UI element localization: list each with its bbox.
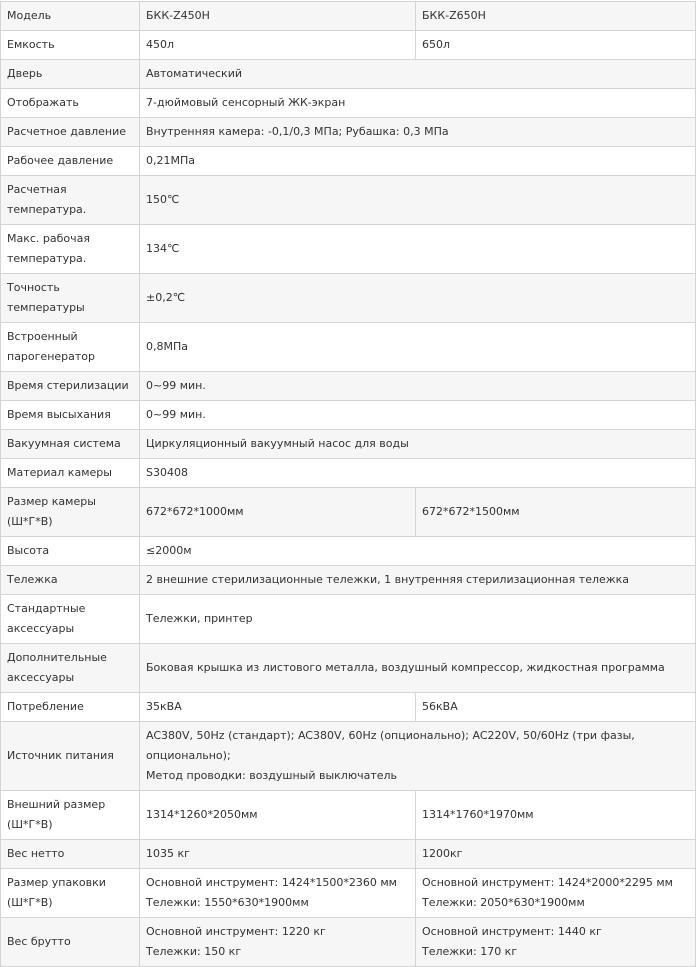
value-cell: 0,21МПа [140,147,696,176]
value-cell: 0~99 мин. [140,401,696,430]
row-label: Встроенный парогенератор [1,323,140,372]
row-label: Макс. рабочая температура. [1,225,140,274]
table-row [1,869,696,918]
value-cell: Автоматический [140,60,696,89]
table-row [1,323,696,372]
row-label: Тележка [1,566,140,595]
table-row [1,372,696,401]
spec-table [0,1,696,967]
table-row [1,459,696,488]
value-cell [140,918,416,967]
value-cell: 56кВА [416,693,696,722]
table-row [1,918,696,967]
value-cell: 2 внешние стерилизационные тележки, 1 внутренняя стерилизационная тележка [140,566,696,595]
table-row [1,693,696,722]
row-label: Вес нетто [1,840,140,869]
value-line: Основной инструмент: 1220 кг [146,925,326,938]
value-cell: 1314*1260*2050мм [140,791,416,840]
row-label: Высота [1,537,140,566]
value-cell: 450л [140,31,416,60]
value-cell: 0~99 мин. [140,372,696,401]
row-label: Расчетная температура. [1,176,140,225]
row-label: Размер упаковки (Ш*Г*В) [1,869,140,918]
value-line: Метод проводки: воздушный выключатель [146,769,398,782]
table-row [1,488,696,537]
value-cell: 150℃ [140,176,696,225]
row-label: Источник питания [1,722,140,791]
table-row [1,722,696,791]
row-label: Материал камеры [1,459,140,488]
table-row [1,644,696,693]
value-line: Основной инструмент: 1440 кг [422,925,602,938]
table-row [1,118,696,147]
row-label: Емкость [1,31,140,60]
value-line: Основной инструмент: 1424*1500*2360 мм [146,876,397,889]
value-cell: БКК-Z450H [140,2,416,31]
value-cell: S30408 [140,459,696,488]
value-cell: 35кВА [140,693,416,722]
value-cell: 0,8МПа [140,323,696,372]
table-row [1,89,696,118]
row-label: Отображать [1,89,140,118]
value-cell: Боковая крышка из листового металла, воздушный компрессор, жидкостная программа [140,644,696,693]
table-row [1,401,696,430]
value-line: Тележки: 2050*630*1900мм [422,896,585,909]
row-label: Дверь [1,60,140,89]
value-line: Основной инструмент: 1424*2000*2295 мм [422,876,673,889]
table-row [1,791,696,840]
row-label: Модель [1,2,140,31]
value-cell [416,918,696,967]
row-label: Рабочее давление [1,147,140,176]
row-label: Внешний размер (Ш*Г*В) [1,791,140,840]
table-row [1,595,696,644]
table-row [1,2,696,31]
row-label: Время стерилизации [1,372,140,401]
row-label: Дополнительные аксессуары [1,644,140,693]
value-cell: Внутренняя камера: -0,1/0,3 МПа; Рубашка: 0,3 МПа [140,118,696,147]
value-cell: БКК-Z650H [416,2,696,31]
row-label: Вес брутто [1,918,140,967]
value-cell: ±0,2℃ [140,274,696,323]
value-cell [140,722,696,791]
value-cell: 650л [416,31,696,60]
table-row [1,274,696,323]
table-row [1,840,696,869]
table-row [1,566,696,595]
spec-table-body [1,2,696,967]
value-cell: ≤2000м [140,537,696,566]
table-row [1,430,696,459]
value-cell: Тележки, принтер [140,595,696,644]
row-label: Расчетное давление [1,118,140,147]
value-cell [140,869,416,918]
value-cell [416,869,696,918]
table-row [1,176,696,225]
table-row [1,31,696,60]
table-row [1,225,696,274]
value-cell: 1035 кг [140,840,416,869]
table-row [1,60,696,89]
row-label: Точность температуры [1,274,140,323]
value-line: Тележки: 150 кг [146,945,242,958]
value-line: AC380V, 50Hz (стандарт); AC380V, 60Hz (опционально); AC220V, 50/60Hz (три фазы, опционально); [146,729,635,762]
row-label: Потребление [1,693,140,722]
row-label: Размер камеры (Ш*Г*В) [1,488,140,537]
row-label: Вакуумная система [1,430,140,459]
value-cell: 134℃ [140,225,696,274]
value-line: Тележки: 1550*630*1900мм [146,896,309,909]
table-row [1,147,696,176]
value-cell: 1314*1760*1970мм [416,791,696,840]
value-cell: 7-дюймовый сенсорный ЖК-экран [140,89,696,118]
table-row [1,537,696,566]
value-line: Тележки: 170 кг [422,945,518,958]
value-cell: 672*672*1500мм [416,488,696,537]
value-cell: 672*672*1000мм [140,488,416,537]
row-label: Стандартные аксессуары [1,595,140,644]
value-cell: 1200кг [416,840,696,869]
value-cell: Циркуляционный вакуумный насос для воды [140,430,696,459]
row-label: Время высыхания [1,401,140,430]
